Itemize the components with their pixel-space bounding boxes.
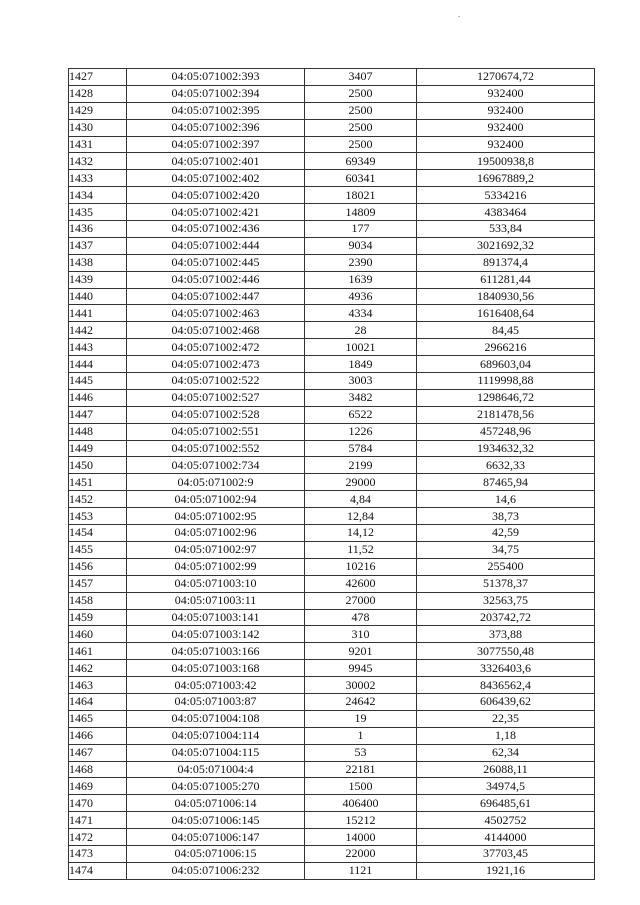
table-row bbox=[69, 153, 595, 170]
row-number-cell: 1430 bbox=[69, 119, 127, 136]
cadastral-value-cell: 16967889,2 bbox=[417, 170, 595, 187]
area-cell: 10216 bbox=[305, 558, 417, 575]
row-number-cell: 1466 bbox=[69, 727, 127, 744]
row-number-cell: 1463 bbox=[69, 677, 127, 694]
row-number-cell: 1456 bbox=[69, 558, 127, 575]
table-row bbox=[69, 389, 595, 406]
area-cell: 14809 bbox=[305, 204, 417, 221]
cadastral-value-cell: 26088,11 bbox=[417, 761, 595, 778]
cadastral-number-cell: 04:05:071002:95 bbox=[127, 508, 305, 525]
cadastral-number-cell: 04:05:071006:232 bbox=[127, 862, 305, 879]
row-number-cell: 1474 bbox=[69, 862, 127, 879]
cadastral-value-cell: 84,45 bbox=[417, 322, 595, 339]
row-number-cell: 1464 bbox=[69, 693, 127, 710]
table-row bbox=[69, 575, 595, 592]
table-row bbox=[69, 761, 595, 778]
table-row bbox=[69, 119, 595, 136]
area-cell: 12,84 bbox=[305, 508, 417, 525]
cadastral-value-cell: 34,75 bbox=[417, 541, 595, 558]
table-row bbox=[69, 727, 595, 744]
row-number-cell: 1441 bbox=[69, 305, 127, 322]
area-cell: 2500 bbox=[305, 136, 417, 153]
row-number-cell: 1468 bbox=[69, 761, 127, 778]
cadastral-number-cell: 04:05:071002:473 bbox=[127, 356, 305, 373]
table-row bbox=[69, 744, 595, 761]
cadastral-value-cell: 42,59 bbox=[417, 525, 595, 542]
cadastral-number-cell: 04:05:071003:42 bbox=[127, 677, 305, 694]
cadastral-number-cell: 04:05:071002:528 bbox=[127, 406, 305, 423]
cadastral-number-cell: 04:05:071002:97 bbox=[127, 541, 305, 558]
row-number-cell: 1467 bbox=[69, 744, 127, 761]
area-cell: 478 bbox=[305, 609, 417, 626]
table-row bbox=[69, 339, 595, 356]
cadastral-value-cell: 1840930,56 bbox=[417, 288, 595, 305]
cadastral-number-cell: 04:05:071006:145 bbox=[127, 812, 305, 829]
row-number-cell: 1473 bbox=[69, 845, 127, 862]
table-row bbox=[69, 778, 595, 795]
cadastral-number-cell: 04:05:071002:401 bbox=[127, 153, 305, 170]
cadastral-number-cell: 04:05:071003:87 bbox=[127, 693, 305, 710]
area-cell: 1 bbox=[305, 727, 417, 744]
area-cell: 69349 bbox=[305, 153, 417, 170]
cadastral-number-cell: 04:05:071004:114 bbox=[127, 727, 305, 744]
area-cell: 53 bbox=[305, 744, 417, 761]
cadastral-number-cell: 04:05:071002:396 bbox=[127, 119, 305, 136]
cadastral-number-cell: 04:05:071006:15 bbox=[127, 845, 305, 862]
table-row bbox=[69, 626, 595, 643]
area-cell: 5784 bbox=[305, 440, 417, 457]
row-number-cell: 1465 bbox=[69, 710, 127, 727]
cadastral-number-cell: 04:05:071003:141 bbox=[127, 609, 305, 626]
row-number-cell: 1454 bbox=[69, 525, 127, 542]
row-number-cell: 1445 bbox=[69, 373, 127, 390]
table-row bbox=[69, 693, 595, 710]
cadastral-value-cell: 2966216 bbox=[417, 339, 595, 356]
cadastral-value-cell: 932400 bbox=[417, 119, 595, 136]
cadastral-number-cell: 04:05:071002:552 bbox=[127, 440, 305, 457]
cadastral-value-cell: 203742,72 bbox=[417, 609, 595, 626]
table-row bbox=[69, 812, 595, 829]
row-number-cell: 1449 bbox=[69, 440, 127, 457]
area-cell: 14000 bbox=[305, 829, 417, 846]
row-number-cell: 1459 bbox=[69, 609, 127, 626]
area-cell: 9034 bbox=[305, 237, 417, 254]
cadastral-value-cell: 2181478,56 bbox=[417, 406, 595, 423]
area-cell: 1639 bbox=[305, 271, 417, 288]
cadastral-number-cell: 04:05:071002:436 bbox=[127, 221, 305, 238]
row-number-cell: 1440 bbox=[69, 288, 127, 305]
cadastral-value-cell: 932400 bbox=[417, 102, 595, 119]
cadastral-number-cell: 04:05:071002:397 bbox=[127, 136, 305, 153]
cadastral-value-cell: 696485,61 bbox=[417, 795, 595, 812]
table-row bbox=[69, 710, 595, 727]
row-number-cell: 1444 bbox=[69, 356, 127, 373]
cadastral-number-cell: 04:05:071002:472 bbox=[127, 339, 305, 356]
row-number-cell: 1448 bbox=[69, 423, 127, 440]
table-row bbox=[69, 373, 595, 390]
area-cell: 18021 bbox=[305, 187, 417, 204]
cadastral-number-cell: 04:05:071002:420 bbox=[127, 187, 305, 204]
cadastral-value-cell: 3326403,6 bbox=[417, 660, 595, 677]
row-number-cell: 1428 bbox=[69, 85, 127, 102]
table-row bbox=[69, 829, 595, 846]
area-cell: 4936 bbox=[305, 288, 417, 305]
cadastral-number-cell: 04:05:071002:394 bbox=[127, 85, 305, 102]
cadastral-value-cell: 51378,37 bbox=[417, 575, 595, 592]
area-cell: 15212 bbox=[305, 812, 417, 829]
row-number-cell: 1437 bbox=[69, 237, 127, 254]
cadastral-value-cell: 37703,45 bbox=[417, 845, 595, 862]
cadastral-value-cell: 533,84 bbox=[417, 221, 595, 238]
row-number-cell: 1434 bbox=[69, 187, 127, 204]
cadastral-number-cell: 04:05:071002:445 bbox=[127, 254, 305, 271]
area-cell: 22000 bbox=[305, 845, 417, 862]
cadastral-number-cell: 04:05:071002:94 bbox=[127, 491, 305, 508]
cadastral-value-cell: 5334216 bbox=[417, 187, 595, 204]
cadastral-number-cell: 04:05:071002:99 bbox=[127, 558, 305, 575]
table-row bbox=[69, 69, 595, 86]
cadastral-number-cell: 04:05:071003:10 bbox=[127, 575, 305, 592]
row-number-cell: 1443 bbox=[69, 339, 127, 356]
cadastral-number-cell: 04:05:071002:522 bbox=[127, 373, 305, 390]
row-number-cell: 1432 bbox=[69, 153, 127, 170]
cadastral-number-cell: 04:05:071002:395 bbox=[127, 102, 305, 119]
table-row bbox=[69, 508, 595, 525]
cadastral-number-cell: 04:05:071002:447 bbox=[127, 288, 305, 305]
row-number-cell: 1455 bbox=[69, 541, 127, 558]
cadastral-value-cell: 14,6 bbox=[417, 491, 595, 508]
cadastral-number-cell: 04:05:071004:4 bbox=[127, 761, 305, 778]
cadastral-value-cell: 606439,62 bbox=[417, 693, 595, 710]
row-number-cell: 1470 bbox=[69, 795, 127, 812]
area-cell: 3003 bbox=[305, 373, 417, 390]
cadastral-value-cell: 19500938,8 bbox=[417, 153, 595, 170]
row-number-cell: 1438 bbox=[69, 254, 127, 271]
area-cell: 4,84 bbox=[305, 491, 417, 508]
table-row bbox=[69, 423, 595, 440]
row-number-cell: 1462 bbox=[69, 660, 127, 677]
cadastral-number-cell: 04:05:071003:142 bbox=[127, 626, 305, 643]
table-row bbox=[69, 660, 595, 677]
row-number-cell: 1457 bbox=[69, 575, 127, 592]
table-row bbox=[69, 474, 595, 491]
cadastral-value-cell: 32563,75 bbox=[417, 592, 595, 609]
row-number-cell: 1433 bbox=[69, 170, 127, 187]
cadastral-number-cell: 04:05:071002:468 bbox=[127, 322, 305, 339]
table-row bbox=[69, 406, 595, 423]
table-row bbox=[69, 170, 595, 187]
area-cell: 2500 bbox=[305, 85, 417, 102]
area-cell: 22181 bbox=[305, 761, 417, 778]
table-row bbox=[69, 288, 595, 305]
row-number-cell: 1471 bbox=[69, 812, 127, 829]
area-cell: 1121 bbox=[305, 862, 417, 879]
area-cell: 28 bbox=[305, 322, 417, 339]
cadastral-number-cell: 04:05:071002:446 bbox=[127, 271, 305, 288]
cadastral-number-cell: 04:05:071002:551 bbox=[127, 423, 305, 440]
table-row bbox=[69, 356, 595, 373]
cadastral-value-cell: 689603,04 bbox=[417, 356, 595, 373]
table-row bbox=[69, 271, 595, 288]
row-number-cell: 1472 bbox=[69, 829, 127, 846]
area-cell: 42600 bbox=[305, 575, 417, 592]
table-row bbox=[69, 457, 595, 474]
cadastral-number-cell: 04:05:071003:166 bbox=[127, 643, 305, 660]
row-number-cell: 1446 bbox=[69, 389, 127, 406]
cadastral-value-cell: 1298646,72 bbox=[417, 389, 595, 406]
cadastral-value-cell: 1934632,32 bbox=[417, 440, 595, 457]
row-number-cell: 1431 bbox=[69, 136, 127, 153]
area-cell: 30002 bbox=[305, 677, 417, 694]
table-row bbox=[69, 558, 595, 575]
row-number-cell: 1453 bbox=[69, 508, 127, 525]
table-row bbox=[69, 102, 595, 119]
area-cell: 14,12 bbox=[305, 525, 417, 542]
area-cell: 1849 bbox=[305, 356, 417, 373]
cadastral-value-cell: 62,34 bbox=[417, 744, 595, 761]
row-number-cell: 1469 bbox=[69, 778, 127, 795]
area-cell: 2500 bbox=[305, 119, 417, 136]
area-cell: 6522 bbox=[305, 406, 417, 423]
area-cell: 19 bbox=[305, 710, 417, 727]
cadastral-value-cell: 1616408,64 bbox=[417, 305, 595, 322]
area-cell: 3407 bbox=[305, 69, 417, 86]
cadastral-number-cell: 04:05:071002:402 bbox=[127, 170, 305, 187]
table-row bbox=[69, 322, 595, 339]
cadastral-value-cell: 87465,94 bbox=[417, 474, 595, 491]
table-row bbox=[69, 609, 595, 626]
table-row bbox=[69, 677, 595, 694]
cadastral-number-cell: 04:05:071002:393 bbox=[127, 69, 305, 86]
cadastral-value-cell: 6632,33 bbox=[417, 457, 595, 474]
table-row bbox=[69, 136, 595, 153]
cadastral-value-cell: 457248,96 bbox=[417, 423, 595, 440]
table-row bbox=[69, 254, 595, 271]
area-cell: 1226 bbox=[305, 423, 417, 440]
cadastral-number-cell: 04:05:071004:115 bbox=[127, 744, 305, 761]
area-cell: 2390 bbox=[305, 254, 417, 271]
table-row bbox=[69, 305, 595, 322]
area-cell: 3482 bbox=[305, 389, 417, 406]
cadastral-number-cell: 04:05:071002:463 bbox=[127, 305, 305, 322]
cadastral-number-cell: 04:05:071004:108 bbox=[127, 710, 305, 727]
scan-speck bbox=[458, 16, 460, 17]
cadastral-value-cell: 34974,5 bbox=[417, 778, 595, 795]
row-number-cell: 1439 bbox=[69, 271, 127, 288]
table-row bbox=[69, 525, 595, 542]
table-row bbox=[69, 440, 595, 457]
cadastral-value-cell: 932400 bbox=[417, 136, 595, 153]
cadastral-number-cell: 04:05:071006:147 bbox=[127, 829, 305, 846]
cadastral-value-cell: 3077550,48 bbox=[417, 643, 595, 660]
area-cell: 177 bbox=[305, 221, 417, 238]
table-row bbox=[69, 643, 595, 660]
cadastral-number-cell: 04:05:071003:168 bbox=[127, 660, 305, 677]
cadastral-value-cell: 4502752 bbox=[417, 812, 595, 829]
table-row bbox=[69, 237, 595, 254]
table-row bbox=[69, 795, 595, 812]
cadastral-number-cell: 04:05:071002:734 bbox=[127, 457, 305, 474]
table-row bbox=[69, 85, 595, 102]
area-cell: 4334 bbox=[305, 305, 417, 322]
cadastral-value-cell: 3021692,32 bbox=[417, 237, 595, 254]
cadastral-value-cell: 1270674,72 bbox=[417, 69, 595, 86]
row-number-cell: 1429 bbox=[69, 102, 127, 119]
table-row bbox=[69, 862, 595, 879]
area-cell: 9201 bbox=[305, 643, 417, 660]
area-cell: 29000 bbox=[305, 474, 417, 491]
cadastral-value-cell: 891374,4 bbox=[417, 254, 595, 271]
cadastral-number-cell: 04:05:071002:421 bbox=[127, 204, 305, 221]
table-row bbox=[69, 204, 595, 221]
cadastral-value-cell: 38,73 bbox=[417, 508, 595, 525]
row-number-cell: 1451 bbox=[69, 474, 127, 491]
area-cell: 60341 bbox=[305, 170, 417, 187]
area-cell: 24642 bbox=[305, 693, 417, 710]
row-number-cell: 1435 bbox=[69, 204, 127, 221]
row-number-cell: 1460 bbox=[69, 626, 127, 643]
cadastral-number-cell: 04:05:071002:9 bbox=[127, 474, 305, 491]
row-number-cell: 1450 bbox=[69, 457, 127, 474]
cadastral-number-cell: 04:05:071005:270 bbox=[127, 778, 305, 795]
cadastral-number-cell: 04:05:071003:11 bbox=[127, 592, 305, 609]
table-row bbox=[69, 541, 595, 558]
table-row bbox=[69, 592, 595, 609]
cadastral-value-cell: 1,18 bbox=[417, 727, 595, 744]
area-cell: 10021 bbox=[305, 339, 417, 356]
table-row bbox=[69, 221, 595, 238]
row-number-cell: 1442 bbox=[69, 322, 127, 339]
area-cell: 11,52 bbox=[305, 541, 417, 558]
area-cell: 2500 bbox=[305, 102, 417, 119]
land-registry-table bbox=[68, 68, 595, 880]
table-row bbox=[69, 491, 595, 508]
row-number-cell: 1427 bbox=[69, 69, 127, 86]
area-cell: 1500 bbox=[305, 778, 417, 795]
cadastral-value-cell: 611281,44 bbox=[417, 271, 595, 288]
cadastral-value-cell: 932400 bbox=[417, 85, 595, 102]
cadastral-value-cell: 22,35 bbox=[417, 710, 595, 727]
row-number-cell: 1436 bbox=[69, 221, 127, 238]
table-row bbox=[69, 187, 595, 204]
cadastral-value-cell: 4144000 bbox=[417, 829, 595, 846]
table-row bbox=[69, 845, 595, 862]
cadastral-number-cell: 04:05:071002:96 bbox=[127, 525, 305, 542]
cadastral-value-cell: 1921,16 bbox=[417, 862, 595, 879]
cadastral-value-cell: 1119998,88 bbox=[417, 373, 595, 390]
area-cell: 2199 bbox=[305, 457, 417, 474]
cadastral-value-cell: 4383464 bbox=[417, 204, 595, 221]
cadastral-value-cell: 8436562,4 bbox=[417, 677, 595, 694]
area-cell: 9945 bbox=[305, 660, 417, 677]
cadastral-number-cell: 04:05:071002:527 bbox=[127, 389, 305, 406]
cadastral-value-cell: 255400 bbox=[417, 558, 595, 575]
table-body bbox=[69, 69, 595, 880]
area-cell: 310 bbox=[305, 626, 417, 643]
row-number-cell: 1447 bbox=[69, 406, 127, 423]
cadastral-number-cell: 04:05:071006:14 bbox=[127, 795, 305, 812]
area-cell: 406400 bbox=[305, 795, 417, 812]
cadastral-number-cell: 04:05:071002:444 bbox=[127, 237, 305, 254]
cadastral-value-cell: 373,88 bbox=[417, 626, 595, 643]
row-number-cell: 1461 bbox=[69, 643, 127, 660]
row-number-cell: 1452 bbox=[69, 491, 127, 508]
row-number-cell: 1458 bbox=[69, 592, 127, 609]
area-cell: 27000 bbox=[305, 592, 417, 609]
